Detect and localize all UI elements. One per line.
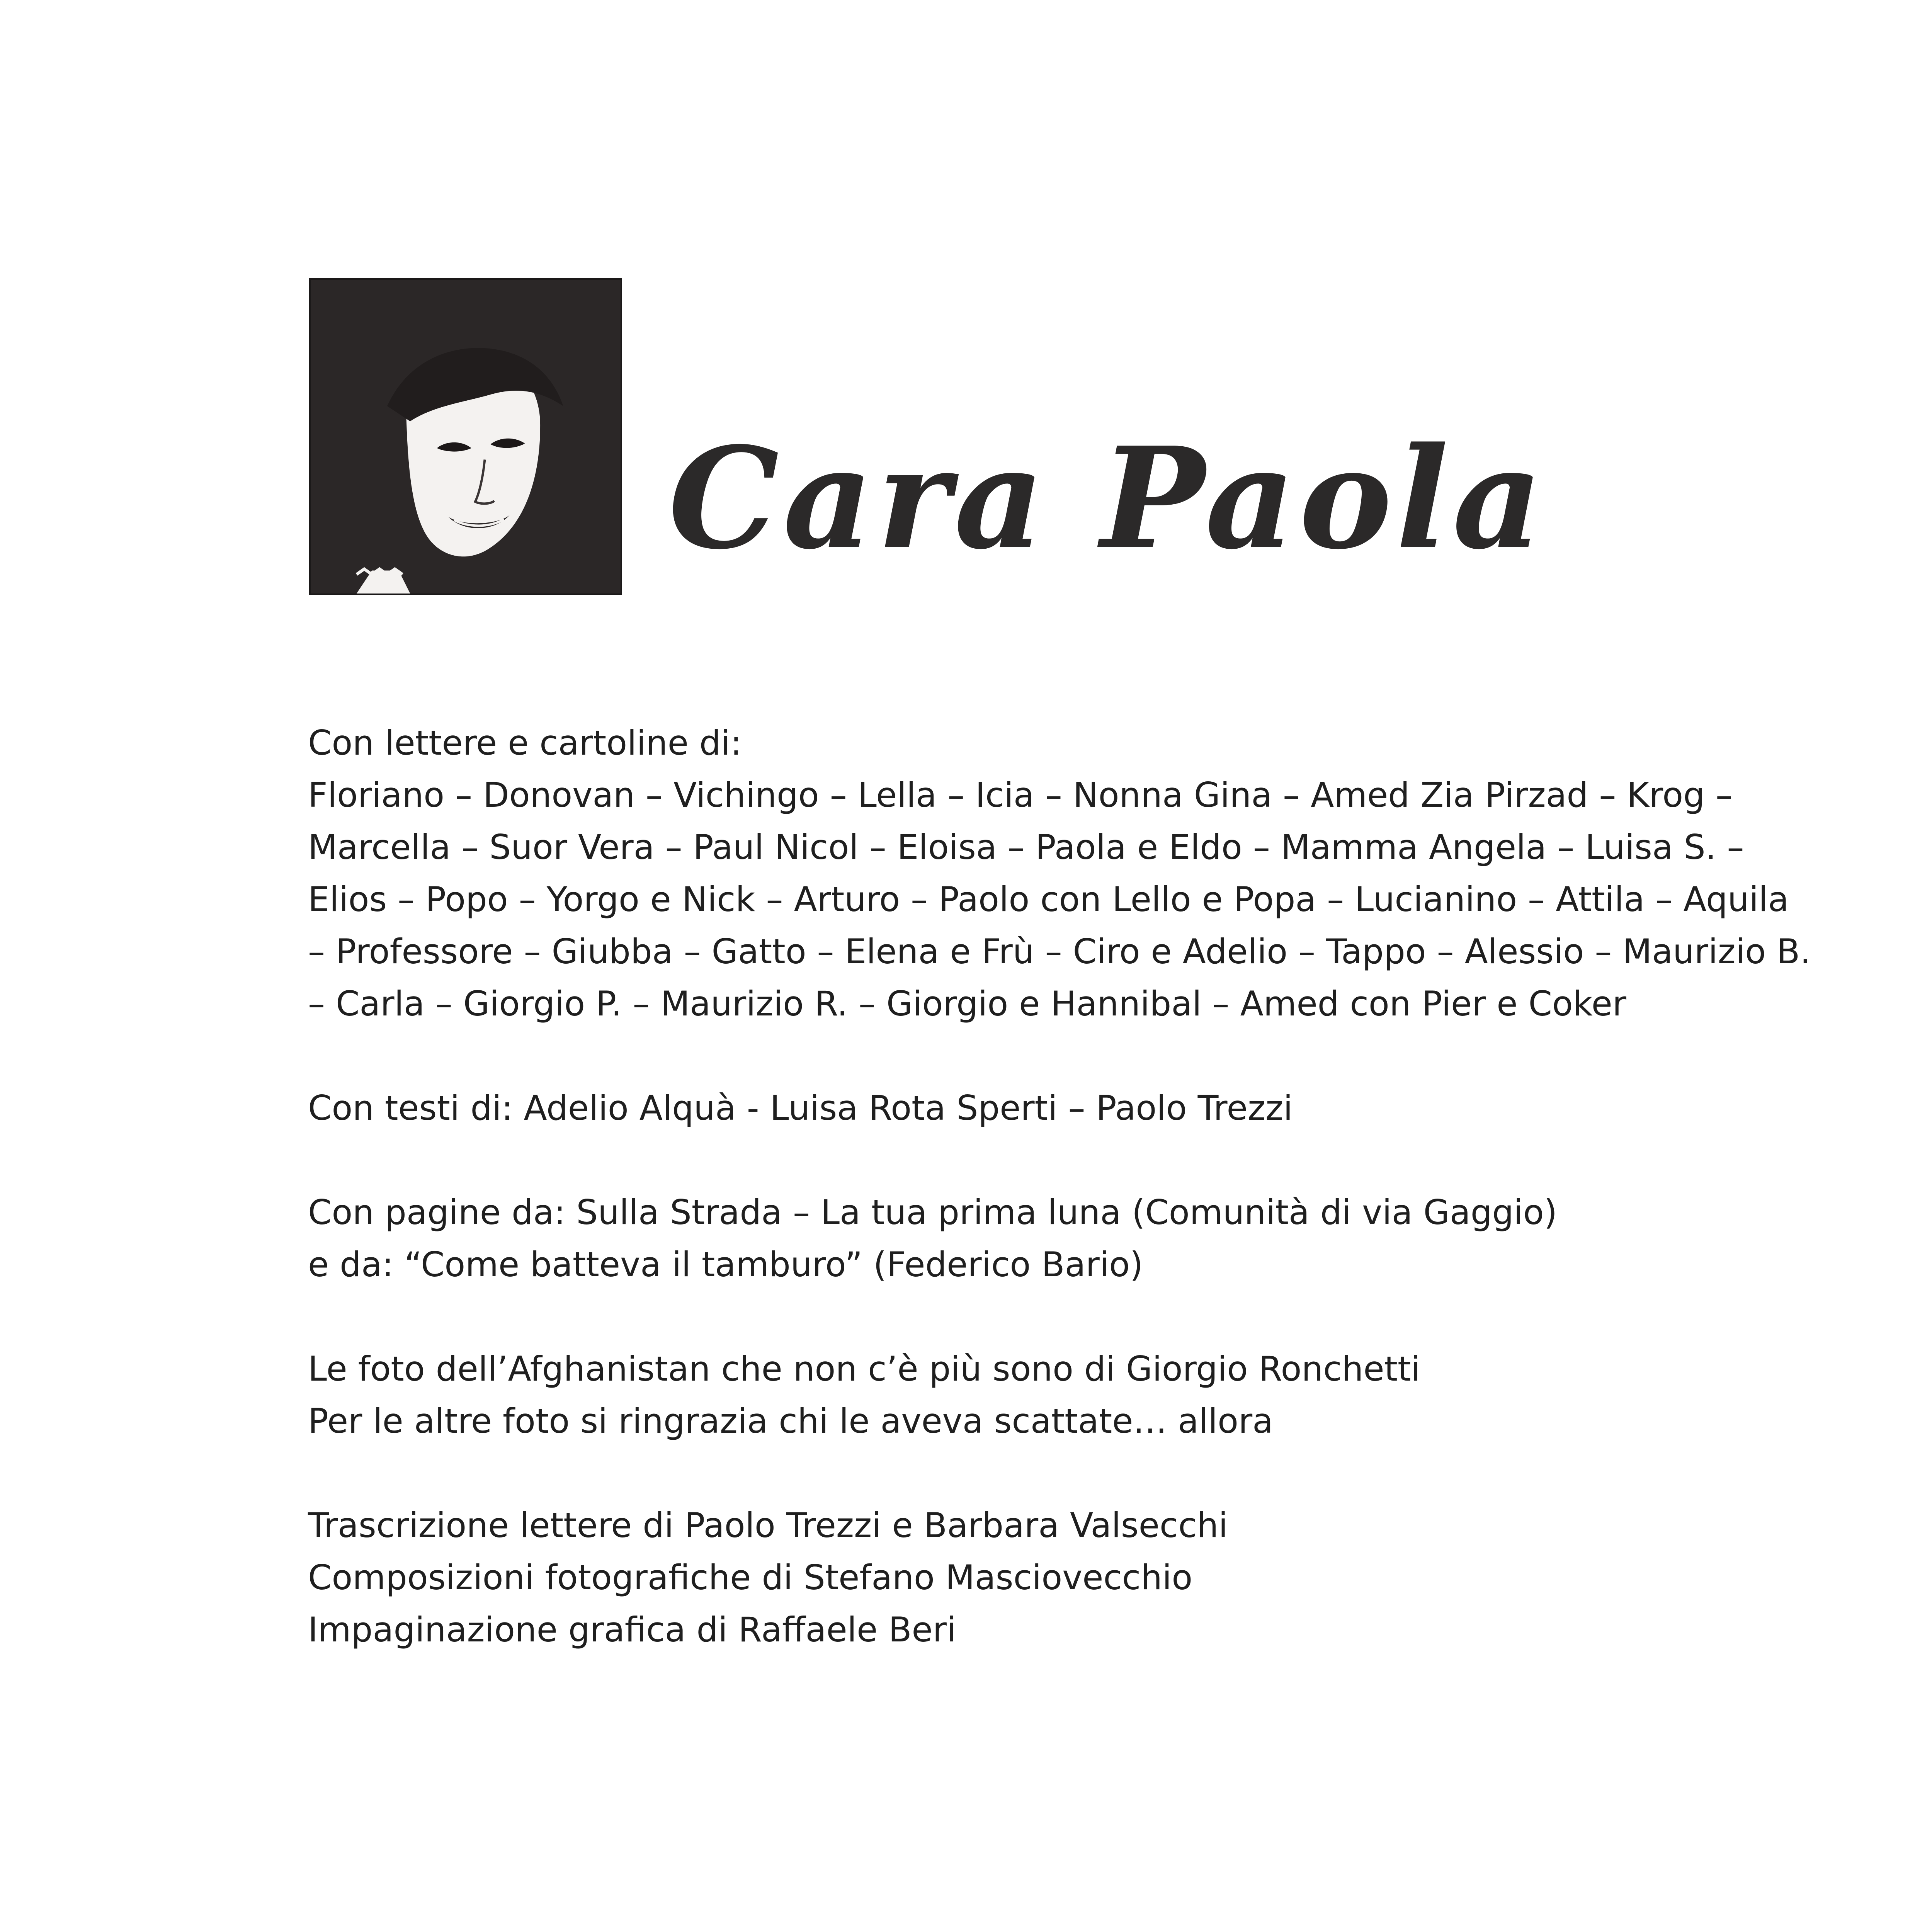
spacer (308, 1134, 1815, 1186)
spacer (308, 1447, 1815, 1499)
credits-text (308, 717, 1815, 1656)
photos-line-2: Per le altre foto si ringrazia chi le aveva scattate… allora (308, 1401, 1274, 1441)
spacer (308, 1030, 1815, 1082)
credits-list (308, 1499, 1815, 1656)
spacer (308, 1291, 1815, 1343)
pages-line-1: Con pagine da: Sulla Strada – La tua prima luna (Comunità di via Gaggio) (308, 1192, 1558, 1232)
portrait-photo (309, 278, 622, 595)
letters-intro: Con lettere e cartoline di: (308, 723, 742, 763)
title: Cara Paola (668, 417, 1547, 580)
credit-photo-compositions: Composizioni fotografiche di Stefano Masciovecchio (308, 1558, 1193, 1597)
credit-layout: Impaginazione grafica di Raffaele Beri (308, 1610, 956, 1650)
pages-line-2: e da: “Come batteva il tamburo” (Federico Bario) (308, 1245, 1143, 1284)
texts-credit: Con testi di: Adelio Alquà - Luisa Rota Sperti – Paolo Trezzi (308, 1088, 1293, 1128)
portrait-illustration (311, 280, 621, 594)
credit-transcription: Trascrizione lettere di Paolo Trezzi e Barbara Valsecchi (308, 1505, 1228, 1545)
header (309, 278, 1584, 599)
letters-names: Floriano – Donovan – Vichingo – Lella – Icia – Nonna Gina – Amed Zia Pirzad – Krog – Marcella – Suor Vera – Paul Nicol – Eloisa – Paola e Eldo – Mamma Angela – Luisa S. – Elios – Popo – Yorgo e Nick – Arturo – Paolo con Lello e Popa – Lucianino – Attila – Aquila – Professore – Giubba – Gatto – Elena e Frù – Ciro e Adelio – Tappo – Alessio – Maurizio B. – Carla – Giorgio P. – Maurizio R. – Giorgio e Hannibal – Amed con Pier e Coker (308, 775, 1811, 1024)
photos-line-1: Le foto dell’Afghanistan che non c’è più sono di Giorgio Ronchetti (308, 1349, 1420, 1389)
